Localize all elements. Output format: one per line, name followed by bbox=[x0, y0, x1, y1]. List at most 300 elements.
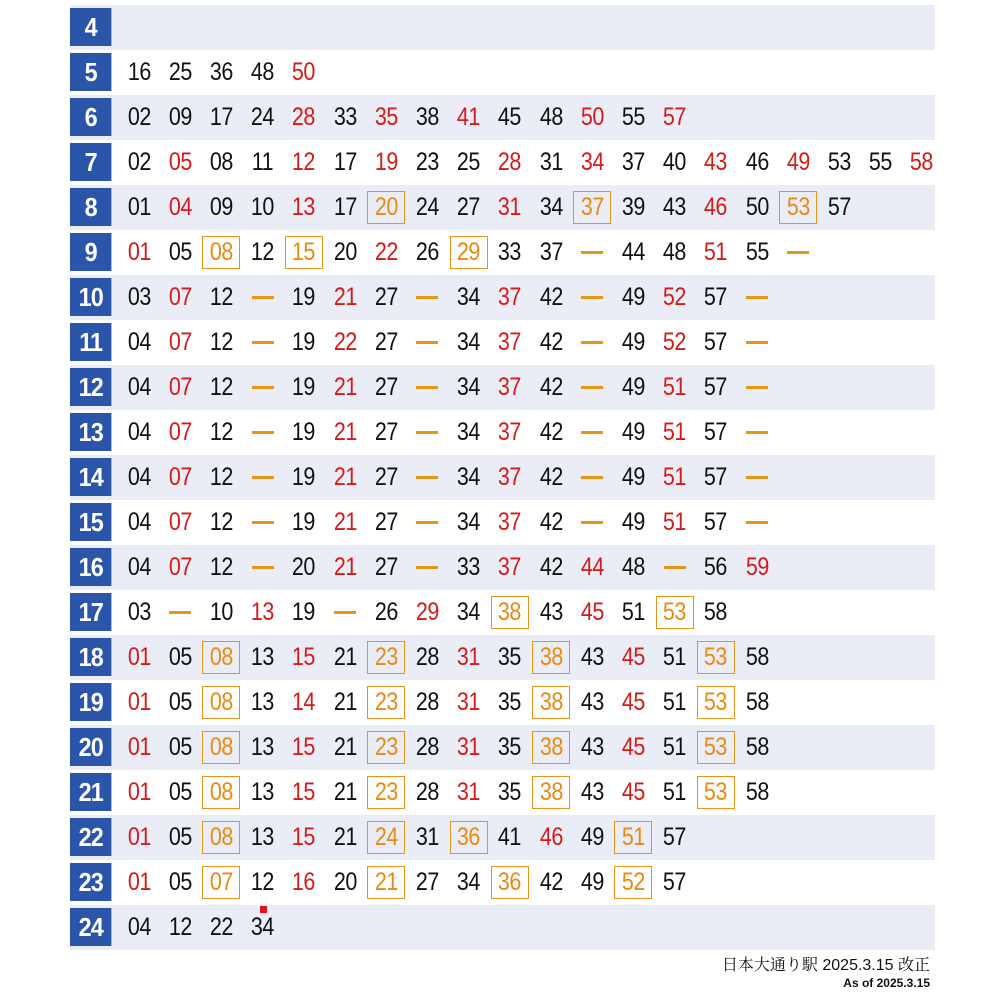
departure-minute bbox=[408, 731, 446, 764]
departure-minute bbox=[491, 551, 529, 584]
departure-minute bbox=[244, 731, 282, 764]
as-of-label: As of 2025.3.15 bbox=[843, 976, 930, 990]
minute-text: 57 bbox=[704, 373, 728, 401]
no-train-dash bbox=[408, 371, 446, 404]
departure-minute bbox=[656, 236, 694, 269]
minute-text: 19 bbox=[292, 463, 316, 491]
minute-text: 34 bbox=[457, 418, 481, 446]
minute-text: 53 bbox=[704, 778, 728, 806]
hour-badge: 13 bbox=[70, 413, 111, 451]
dash-mark bbox=[416, 431, 438, 434]
minute-text: 34 bbox=[457, 508, 481, 536]
minute-text: 13 bbox=[251, 643, 275, 671]
hour-row-23 bbox=[70, 860, 935, 905]
minute-text: 05 bbox=[168, 778, 192, 806]
minute-text: 01 bbox=[127, 823, 151, 851]
departure-minute bbox=[697, 371, 735, 404]
minute-text: 27 bbox=[415, 868, 439, 896]
departure-minute bbox=[450, 551, 488, 584]
minute-text: 19 bbox=[292, 598, 316, 626]
minute-text: 45 bbox=[621, 733, 645, 761]
departure-minute bbox=[820, 191, 858, 224]
minute-text: 49 bbox=[621, 418, 645, 446]
minute-text: 10 bbox=[209, 598, 233, 626]
dash-mark bbox=[746, 431, 768, 434]
departure-minute bbox=[244, 776, 282, 809]
departure-minute bbox=[491, 191, 529, 224]
departure-minute bbox=[120, 776, 158, 809]
minute-text: 23 bbox=[374, 733, 398, 761]
hour-row-16 bbox=[70, 545, 935, 590]
minute-text: 12 bbox=[209, 463, 233, 491]
minute-text: 23 bbox=[415, 148, 439, 176]
departure-minute bbox=[408, 686, 446, 719]
departure-minute bbox=[573, 641, 611, 674]
departure-minute bbox=[614, 461, 652, 494]
departure-minute bbox=[202, 281, 240, 314]
minute-text: 07 bbox=[168, 553, 192, 581]
no-train-dash bbox=[573, 236, 611, 269]
departure-minute bbox=[326, 416, 364, 449]
minute-text: 37 bbox=[580, 193, 604, 221]
departure-minute bbox=[450, 821, 488, 854]
departure-minute bbox=[573, 191, 611, 224]
departure-minute bbox=[244, 596, 282, 629]
dash-mark bbox=[416, 386, 438, 389]
minute-text: 12 bbox=[209, 418, 233, 446]
no-train-dash bbox=[656, 551, 694, 584]
departure-minute bbox=[450, 281, 488, 314]
departure-minute bbox=[161, 326, 199, 359]
no-train-dash bbox=[161, 596, 199, 629]
minute-text: 17 bbox=[333, 193, 357, 221]
minute-text: 50 bbox=[745, 193, 769, 221]
minute-text: 12 bbox=[209, 328, 233, 356]
departure-minute bbox=[491, 641, 529, 674]
minute-text: 20 bbox=[333, 868, 357, 896]
minute-text: 27 bbox=[374, 463, 398, 491]
departure-minute bbox=[326, 821, 364, 854]
departure-minute bbox=[573, 866, 611, 899]
departure-minute bbox=[656, 281, 694, 314]
hour-badge: 12 bbox=[70, 368, 111, 406]
hour-badge: 14 bbox=[70, 458, 111, 496]
dash-mark bbox=[252, 341, 274, 344]
departure-minute bbox=[120, 866, 158, 899]
departure-minute bbox=[161, 191, 199, 224]
departure-minute bbox=[285, 146, 323, 179]
departure-minute bbox=[367, 236, 405, 269]
departure-minute bbox=[367, 866, 405, 899]
minute-text: 37 bbox=[498, 463, 522, 491]
minute-text: 22 bbox=[333, 328, 357, 356]
departure-minute bbox=[161, 371, 199, 404]
footer bbox=[722, 956, 930, 990]
minute-text: 45 bbox=[621, 778, 645, 806]
departure-minute bbox=[450, 686, 488, 719]
departure-minute bbox=[120, 236, 158, 269]
departure-minute bbox=[161, 416, 199, 449]
minute-text: 37 bbox=[498, 418, 522, 446]
minute-text: 38 bbox=[539, 778, 563, 806]
minute-text: 21 bbox=[333, 643, 357, 671]
minute-text: 48 bbox=[539, 103, 563, 131]
minute-text: 42 bbox=[539, 868, 563, 896]
minute-text: 07 bbox=[168, 418, 192, 446]
minute-text: 31 bbox=[457, 733, 481, 761]
minute-text: 28 bbox=[292, 103, 316, 131]
minute-text: 05 bbox=[168, 643, 192, 671]
departure-minute bbox=[450, 506, 488, 539]
departure-minute bbox=[450, 191, 488, 224]
departure-minute bbox=[614, 371, 652, 404]
minute-text: 21 bbox=[333, 553, 357, 581]
departure-minute bbox=[244, 911, 282, 944]
departure-minute bbox=[367, 506, 405, 539]
departure-minute bbox=[532, 866, 570, 899]
departure-minute bbox=[450, 146, 488, 179]
departure-minute bbox=[532, 281, 570, 314]
minute-text: 10 bbox=[251, 193, 275, 221]
departure-minute bbox=[202, 731, 240, 764]
departure-minute bbox=[820, 146, 858, 179]
departure-minute bbox=[408, 236, 446, 269]
minute-text: 09 bbox=[209, 193, 233, 221]
minute-text: 13 bbox=[251, 823, 275, 851]
minute-text: 37 bbox=[498, 508, 522, 536]
departure-minute bbox=[202, 641, 240, 674]
departure-minute bbox=[244, 236, 282, 269]
minute-text: 34 bbox=[457, 463, 481, 491]
departure-minute bbox=[161, 56, 199, 89]
dash-mark bbox=[252, 296, 274, 299]
hour-badge: 18 bbox=[70, 638, 111, 676]
departure-minute bbox=[738, 146, 776, 179]
departure-minute bbox=[120, 101, 158, 134]
departure-minute bbox=[161, 731, 199, 764]
minute-text: 20 bbox=[292, 553, 316, 581]
departure-minute bbox=[120, 551, 158, 584]
hour-badge: 6 bbox=[70, 98, 111, 136]
departure-minute bbox=[532, 371, 570, 404]
departure-minute bbox=[450, 236, 488, 269]
departure-minute bbox=[161, 911, 199, 944]
minute-text: 08 bbox=[209, 733, 233, 761]
minute-text: 57 bbox=[704, 328, 728, 356]
minute-text: 15 bbox=[292, 733, 316, 761]
departure-minute bbox=[285, 686, 323, 719]
minute-text: 57 bbox=[827, 193, 851, 221]
hour-row-6 bbox=[70, 95, 935, 140]
minute-text: 05 bbox=[168, 688, 192, 716]
no-train-dash bbox=[408, 326, 446, 359]
minute-text: 58 bbox=[704, 598, 728, 626]
minute-text: 38 bbox=[539, 733, 563, 761]
minute-text: 27 bbox=[374, 283, 398, 311]
minute-text: 52 bbox=[621, 868, 645, 896]
departure-minute bbox=[573, 101, 611, 134]
dash-mark bbox=[581, 431, 603, 434]
minute-text: 28 bbox=[415, 733, 439, 761]
minute-text: 46 bbox=[539, 823, 563, 851]
departure-minute bbox=[491, 146, 529, 179]
minute-text: 53 bbox=[704, 688, 728, 716]
minute-text: 29 bbox=[415, 598, 439, 626]
hour-badge: 11 bbox=[70, 323, 111, 361]
departure-minute bbox=[656, 641, 694, 674]
minute-text: 51 bbox=[663, 508, 687, 536]
minute-text: 35 bbox=[374, 103, 398, 131]
departure-minute bbox=[656, 686, 694, 719]
departure-minute bbox=[491, 326, 529, 359]
hour-badge: 5 bbox=[70, 53, 111, 91]
departure-minute bbox=[450, 371, 488, 404]
hour-badge: 20 bbox=[70, 728, 111, 766]
departure-minute bbox=[532, 416, 570, 449]
minute-text: 57 bbox=[663, 103, 687, 131]
minute-text: 21 bbox=[333, 463, 357, 491]
departure-minute bbox=[367, 641, 405, 674]
departure-minute bbox=[326, 236, 364, 269]
departure-minute bbox=[697, 416, 735, 449]
departure-minute bbox=[202, 596, 240, 629]
departure-minute bbox=[326, 281, 364, 314]
departure-minute bbox=[161, 236, 199, 269]
minute-text: 58 bbox=[745, 643, 769, 671]
departure-minute bbox=[450, 731, 488, 764]
hour-row-17 bbox=[70, 590, 935, 635]
minute-text: 12 bbox=[292, 148, 316, 176]
departure-minute bbox=[244, 191, 282, 224]
departure-minute bbox=[614, 641, 652, 674]
minute-text: 51 bbox=[663, 463, 687, 491]
minute-text: 51 bbox=[663, 373, 687, 401]
departure-minute bbox=[244, 686, 282, 719]
minute-text: 19 bbox=[292, 418, 316, 446]
minute-text: 12 bbox=[209, 283, 233, 311]
minute-text: 05 bbox=[168, 868, 192, 896]
minute-text: 08 bbox=[209, 778, 233, 806]
departure-minute bbox=[202, 686, 240, 719]
departure-minute bbox=[573, 686, 611, 719]
departure-minute bbox=[408, 101, 446, 134]
dash-mark bbox=[581, 386, 603, 389]
departure-minute bbox=[367, 191, 405, 224]
minute-text: 51 bbox=[621, 823, 645, 851]
minute-text: 34 bbox=[457, 283, 481, 311]
minute-text: 49 bbox=[621, 328, 645, 356]
departure-minute bbox=[202, 821, 240, 854]
minute-text: 34 bbox=[580, 148, 604, 176]
minute-text: 57 bbox=[663, 823, 687, 851]
no-train-dash bbox=[738, 281, 776, 314]
minute-text: 35 bbox=[498, 778, 522, 806]
minute-text: 55 bbox=[869, 148, 893, 176]
departure-minute bbox=[573, 776, 611, 809]
departure-minute bbox=[367, 731, 405, 764]
departure-minute bbox=[202, 101, 240, 134]
minute-text: 43 bbox=[580, 643, 604, 671]
minute-text: 50 bbox=[292, 58, 316, 86]
minute-text: 45 bbox=[621, 688, 645, 716]
no-train-dash bbox=[244, 461, 282, 494]
minute-text: 37 bbox=[539, 238, 563, 266]
minute-text: 37 bbox=[498, 553, 522, 581]
hour-row-9 bbox=[70, 230, 935, 275]
departure-minute bbox=[285, 866, 323, 899]
departure-minute bbox=[573, 146, 611, 179]
dash-mark bbox=[416, 296, 438, 299]
minute-text: 09 bbox=[168, 103, 192, 131]
departure-minute bbox=[491, 281, 529, 314]
minute-text: 11 bbox=[251, 148, 274, 176]
minute-text: 19 bbox=[374, 148, 398, 176]
minute-text: 21 bbox=[333, 283, 357, 311]
minute-text: 28 bbox=[415, 688, 439, 716]
minute-text: 13 bbox=[292, 193, 316, 221]
hour-row-20 bbox=[70, 725, 935, 770]
departure-minute bbox=[161, 776, 199, 809]
dash-mark bbox=[581, 521, 603, 524]
minute-text: 13 bbox=[251, 598, 275, 626]
no-train-dash bbox=[738, 506, 776, 539]
no-train-dash bbox=[408, 461, 446, 494]
minute-text: 42 bbox=[539, 373, 563, 401]
departure-minute bbox=[491, 236, 529, 269]
minute-text: 39 bbox=[621, 193, 645, 221]
minute-text: 51 bbox=[663, 643, 687, 671]
departure-minute bbox=[491, 821, 529, 854]
minute-text: 21 bbox=[333, 823, 357, 851]
minute-text: 07 bbox=[168, 463, 192, 491]
no-train-dash bbox=[573, 416, 611, 449]
minute-text: 15 bbox=[292, 643, 316, 671]
departure-minute bbox=[326, 461, 364, 494]
departure-minute bbox=[202, 551, 240, 584]
minute-text: 44 bbox=[621, 238, 645, 266]
departure-minute bbox=[573, 821, 611, 854]
departure-minute bbox=[285, 596, 323, 629]
minute-text: 21 bbox=[374, 868, 398, 896]
departure-minute bbox=[161, 461, 199, 494]
minute-text: 34 bbox=[539, 193, 563, 221]
departure-minute bbox=[656, 506, 694, 539]
no-train-dash bbox=[573, 506, 611, 539]
departure-minute bbox=[120, 326, 158, 359]
row-band bbox=[70, 50, 935, 95]
departure-minute bbox=[779, 191, 817, 224]
departure-minute bbox=[326, 866, 364, 899]
minute-text: 38 bbox=[498, 598, 522, 626]
red-square-marker bbox=[260, 906, 267, 913]
minute-text: 51 bbox=[663, 778, 687, 806]
minute-text: 02 bbox=[127, 103, 151, 131]
departure-minute bbox=[285, 371, 323, 404]
departure-minute bbox=[408, 821, 446, 854]
minute-text: 43 bbox=[580, 778, 604, 806]
departure-minute bbox=[326, 326, 364, 359]
departure-minute bbox=[285, 551, 323, 584]
departure-minute bbox=[450, 866, 488, 899]
departure-minute bbox=[532, 191, 570, 224]
departure-minute bbox=[491, 371, 529, 404]
dash-mark bbox=[334, 611, 356, 614]
hour-row-15 bbox=[70, 500, 935, 545]
departure-minute bbox=[656, 866, 694, 899]
departure-minute bbox=[738, 551, 776, 584]
minute-text: 51 bbox=[663, 688, 687, 716]
minute-text: 45 bbox=[580, 598, 604, 626]
departure-minute bbox=[697, 731, 735, 764]
departure-minute bbox=[738, 776, 776, 809]
minute-text: 53 bbox=[704, 733, 728, 761]
departure-minute bbox=[697, 641, 735, 674]
no-train-dash bbox=[244, 416, 282, 449]
departure-minute bbox=[285, 326, 323, 359]
departure-minute bbox=[614, 326, 652, 359]
minute-text: 19 bbox=[292, 373, 316, 401]
departure-minute bbox=[285, 641, 323, 674]
minute-text: 14 bbox=[292, 688, 316, 716]
minute-text: 36 bbox=[209, 58, 233, 86]
departure-minute bbox=[408, 191, 446, 224]
minute-text: 49 bbox=[786, 148, 810, 176]
hour-badge: 4 bbox=[70, 8, 111, 46]
departure-minute bbox=[367, 776, 405, 809]
dash-mark bbox=[169, 611, 191, 614]
departure-minute bbox=[244, 821, 282, 854]
no-train-dash bbox=[408, 506, 446, 539]
dash-mark bbox=[746, 476, 768, 479]
departure-minute bbox=[532, 506, 570, 539]
departure-minute bbox=[903, 146, 941, 179]
departure-minute bbox=[532, 461, 570, 494]
minute-text: 04 bbox=[127, 418, 151, 446]
departure-minute bbox=[202, 776, 240, 809]
minute-text: 05 bbox=[168, 823, 192, 851]
departure-minute bbox=[697, 236, 735, 269]
departure-minute bbox=[450, 596, 488, 629]
minute-text: 04 bbox=[168, 193, 192, 221]
timetable bbox=[70, 5, 935, 950]
minute-text: 27 bbox=[374, 508, 398, 536]
departure-minute bbox=[367, 146, 405, 179]
minute-text: 37 bbox=[498, 283, 522, 311]
departure-minute bbox=[697, 191, 735, 224]
minute-text: 22 bbox=[209, 913, 233, 941]
minute-text: 04 bbox=[127, 553, 151, 581]
minute-text: 24 bbox=[374, 823, 398, 851]
hour-badge: 9 bbox=[70, 233, 111, 271]
departure-minute bbox=[285, 731, 323, 764]
departure-minute bbox=[532, 821, 570, 854]
hour-badge: 10 bbox=[70, 278, 111, 316]
hour-badge: 21 bbox=[70, 773, 111, 811]
minute-text: 58 bbox=[910, 148, 934, 176]
departure-minute bbox=[120, 596, 158, 629]
departure-minute bbox=[656, 776, 694, 809]
departure-minute bbox=[120, 641, 158, 674]
departure-minute bbox=[326, 101, 364, 134]
departure-minute bbox=[285, 776, 323, 809]
minute-text: 01 bbox=[127, 688, 151, 716]
hour-badge: 24 bbox=[70, 908, 111, 946]
minute-text: 53 bbox=[786, 193, 810, 221]
no-train-dash bbox=[573, 281, 611, 314]
departure-minute bbox=[367, 686, 405, 719]
departure-minute bbox=[244, 866, 282, 899]
minute-text: 31 bbox=[457, 643, 481, 671]
